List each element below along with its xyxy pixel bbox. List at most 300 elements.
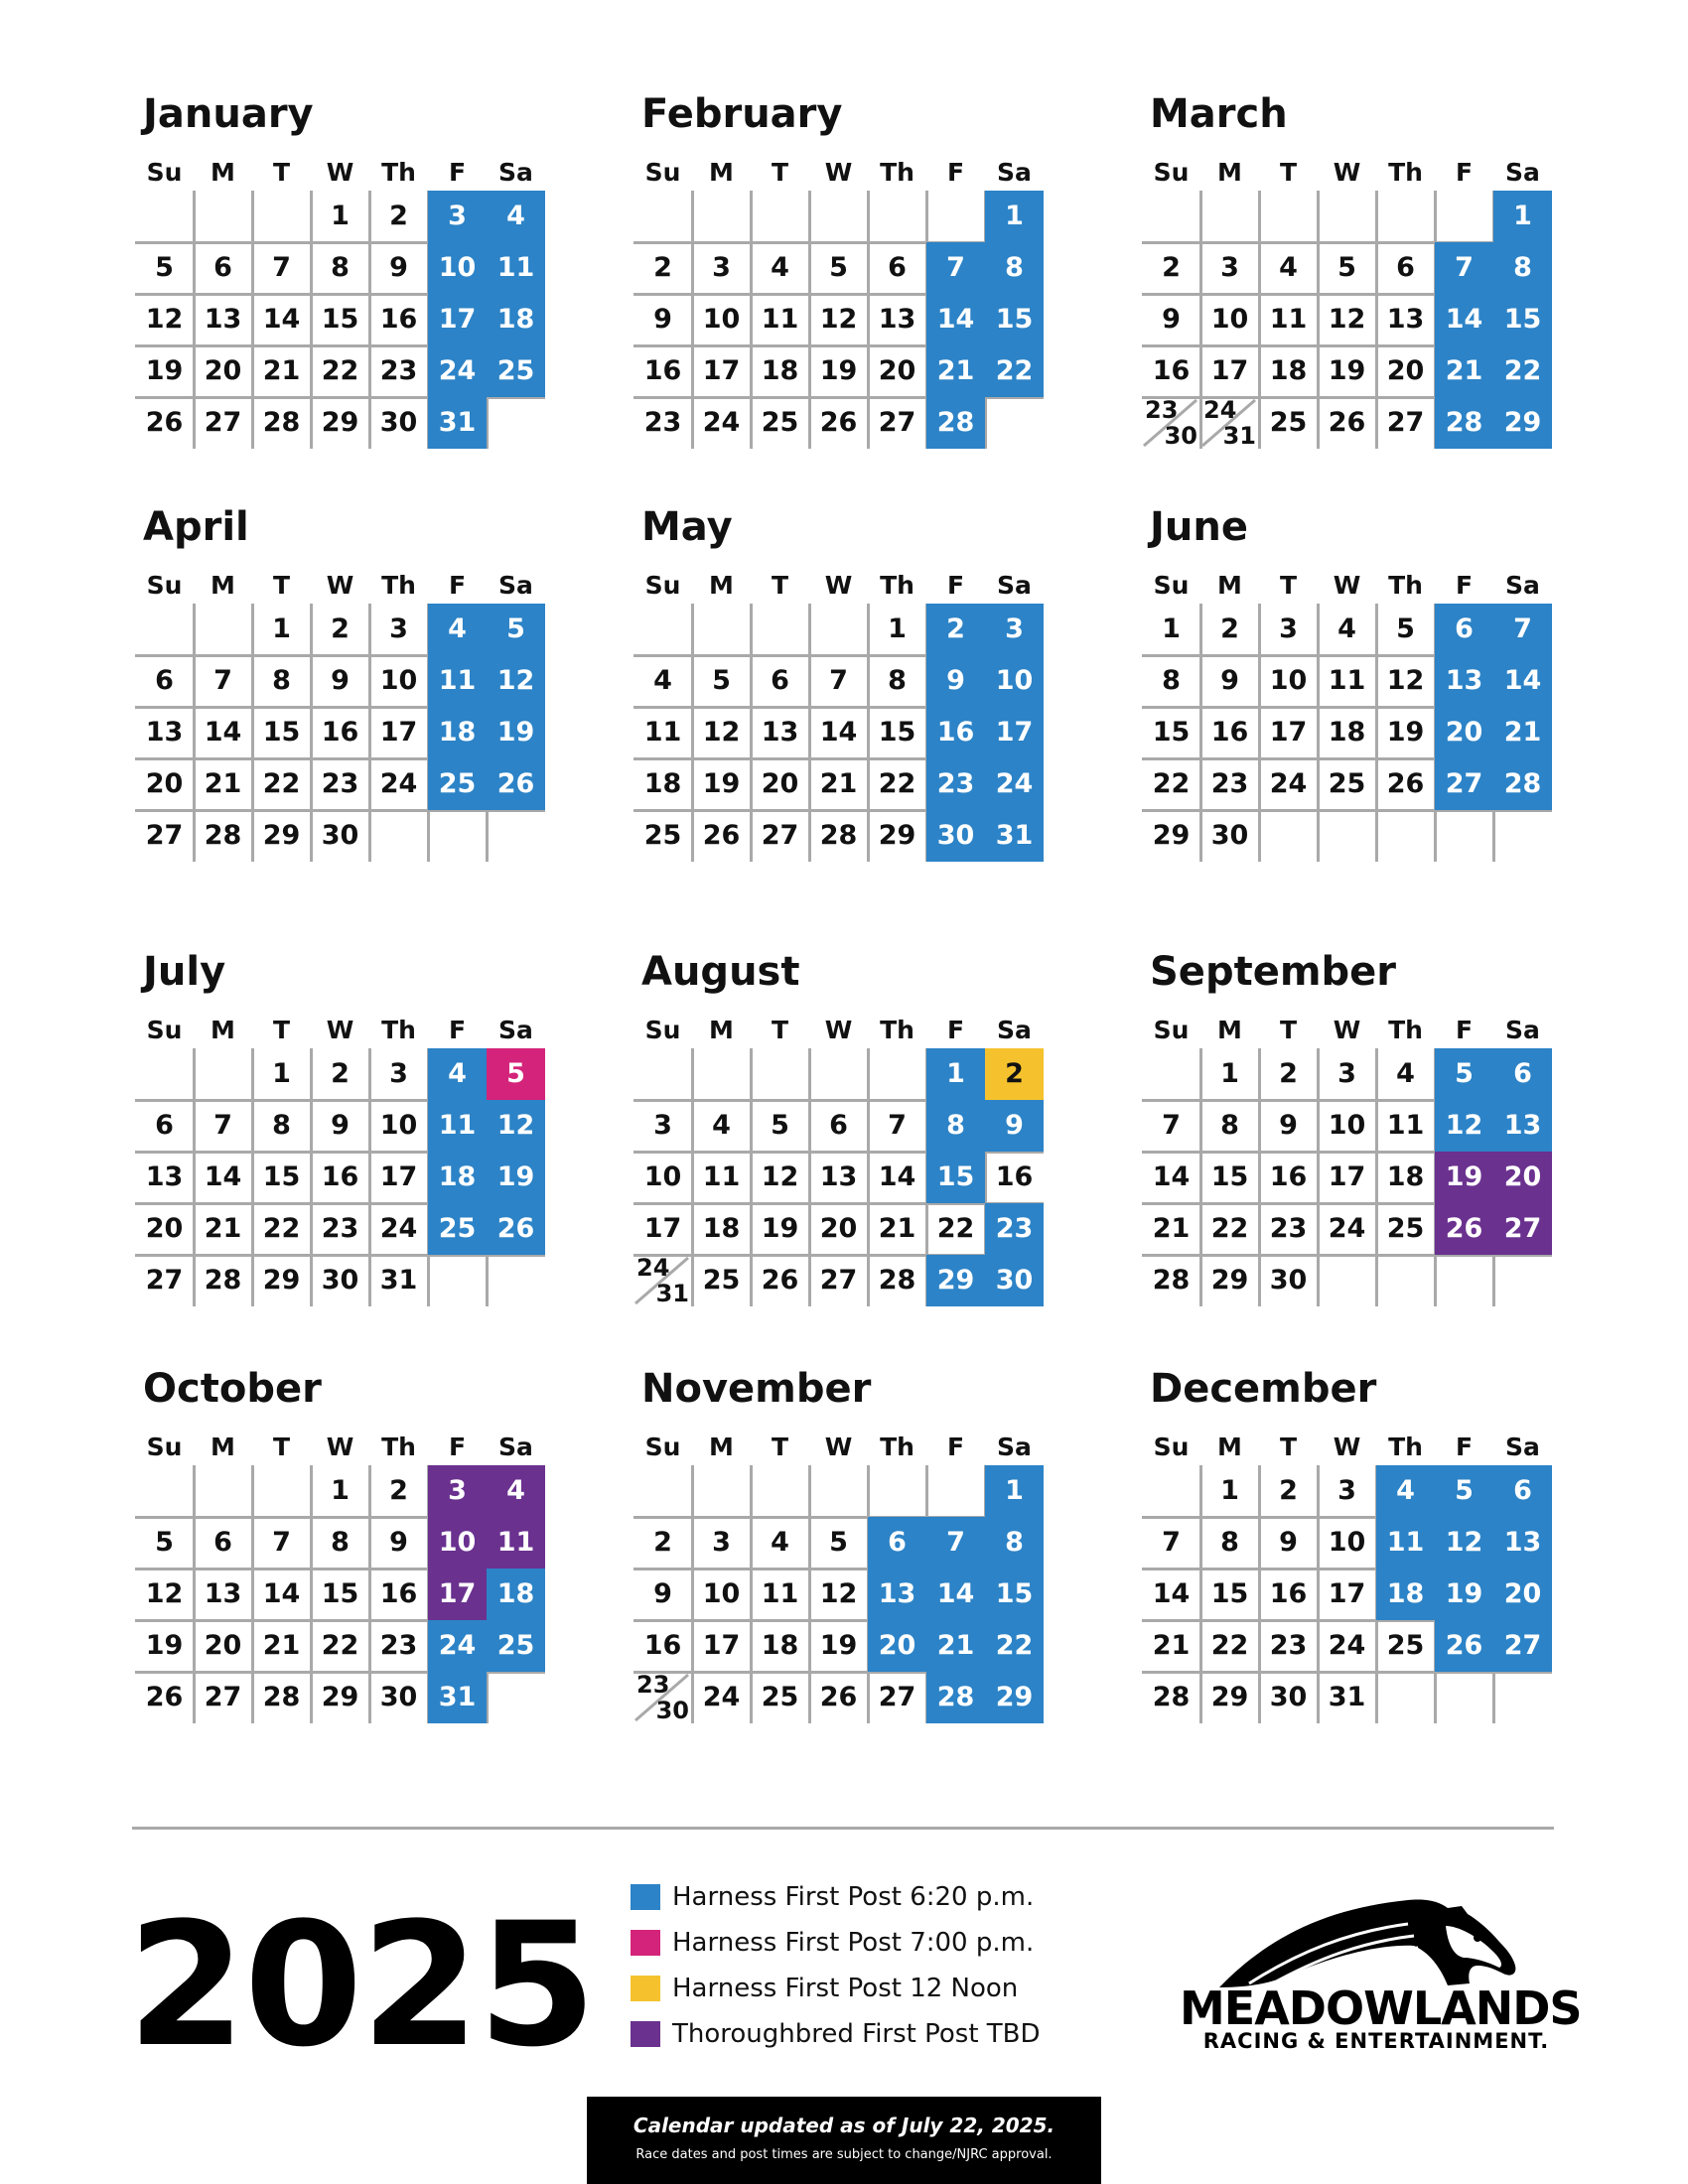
day-cell: 26 bbox=[819, 1682, 858, 1712]
day-cell: 30 bbox=[379, 1682, 418, 1712]
day-cell: 13 bbox=[868, 1569, 926, 1620]
day-cell: 8 bbox=[272, 665, 291, 696]
day-cell: 29 bbox=[1210, 1265, 1249, 1296]
day-cell: 4 bbox=[712, 1110, 731, 1141]
day-cell: 7 bbox=[1162, 1110, 1181, 1141]
weekday-label: T bbox=[1279, 158, 1298, 187]
month-title: May bbox=[641, 504, 733, 550]
weekday-header bbox=[135, 1432, 552, 1463]
day-cell: 26 bbox=[1435, 1203, 1493, 1255]
day-cell: 12 bbox=[819, 1578, 858, 1609]
day-cell: 17 bbox=[1269, 717, 1308, 748]
day-cell: 29 bbox=[926, 1255, 985, 1306]
legend-label: Harness First Post 6:20 p.m. bbox=[672, 1882, 1035, 1912]
day-cell: 27 bbox=[1493, 1203, 1552, 1255]
day-cell: 14 bbox=[926, 294, 985, 345]
day-cell: 19 bbox=[761, 1213, 799, 1244]
day-cell: 19 bbox=[145, 355, 184, 386]
day-cell: 10 bbox=[379, 1110, 418, 1141]
month-title: October bbox=[143, 1366, 322, 1412]
day-cell: 26 bbox=[487, 758, 545, 810]
day-cell: 30 bbox=[1210, 820, 1249, 851]
day-cell: 17 bbox=[428, 294, 487, 345]
weekday-label: Th bbox=[880, 1433, 914, 1461]
day-cell: 24 bbox=[1328, 1630, 1366, 1661]
day-cell: 14 bbox=[1435, 294, 1493, 345]
day-cell: 26 bbox=[761, 1265, 799, 1296]
day-cell: 25 bbox=[428, 1203, 487, 1255]
day-cell: 8 bbox=[926, 1100, 985, 1152]
day-cell: 10 bbox=[1328, 1527, 1366, 1558]
day-cell: 23 bbox=[1210, 768, 1249, 799]
day-cell: 20 bbox=[1493, 1152, 1552, 1203]
day-cell: 26 bbox=[487, 1203, 545, 1255]
day-cell: 10 bbox=[428, 242, 487, 294]
day-cell: 4 bbox=[487, 191, 545, 242]
day-cell: 22 bbox=[321, 1630, 359, 1661]
day-cell bbox=[1200, 397, 1259, 449]
day-cell: 14 bbox=[819, 717, 858, 748]
day-cell bbox=[633, 1255, 692, 1306]
legend-swatch-purple bbox=[631, 2021, 660, 2047]
day-cell: 31 bbox=[379, 1265, 418, 1296]
legend-label: Harness First Post 12 Noon bbox=[672, 1974, 1019, 2003]
weekday-label: T bbox=[771, 1016, 789, 1044]
grid-line bbox=[1258, 191, 1261, 242]
day-cell: 18 bbox=[643, 768, 682, 799]
grid-line bbox=[691, 1048, 694, 1100]
legend-label: Harness First Post 7:00 p.m. bbox=[672, 1928, 1035, 1958]
day-cell: 31 bbox=[985, 810, 1044, 862]
grid-line bbox=[867, 191, 870, 242]
day-cell: 27 bbox=[1493, 1620, 1552, 1672]
day-cell: 9 bbox=[1220, 665, 1239, 696]
day-cell: 25 bbox=[761, 407, 799, 438]
footer-banner bbox=[587, 2097, 1101, 2184]
weekday-label: Sa bbox=[997, 1016, 1032, 1044]
weekday-header bbox=[1142, 570, 1559, 602]
grid-line bbox=[193, 604, 196, 655]
day-number: 30 bbox=[1164, 422, 1197, 450]
day-cell: 5 bbox=[712, 665, 731, 696]
day-cell: 15 bbox=[1210, 1578, 1249, 1609]
legend-swatch-yellow bbox=[631, 1976, 660, 2001]
weekday-label: Su bbox=[146, 158, 183, 187]
day-cell: 7 bbox=[272, 252, 291, 283]
weekday-label: Su bbox=[146, 571, 183, 600]
day-cell: 5 bbox=[829, 252, 848, 283]
day-cell: 27 bbox=[204, 1682, 242, 1712]
day-cell: 9 bbox=[653, 304, 672, 335]
day-cell: 15 bbox=[1210, 1161, 1249, 1192]
weekday-label: Sa bbox=[997, 158, 1032, 187]
day-cell: 8 bbox=[331, 252, 350, 283]
day-cell: 27 bbox=[1386, 407, 1425, 438]
day-cell: 19 bbox=[702, 768, 741, 799]
day-cell: 13 bbox=[819, 1161, 858, 1192]
day-cell: 30 bbox=[321, 820, 359, 851]
day-cell: 11 bbox=[487, 242, 545, 294]
weekday-label: W bbox=[824, 158, 853, 187]
day-cell: 19 bbox=[1435, 1152, 1493, 1203]
day-cell: 25 bbox=[487, 1620, 545, 1672]
day-cell: 3 bbox=[1337, 1058, 1356, 1089]
day-cell: 18 bbox=[1328, 717, 1366, 748]
day-cell: 9 bbox=[1279, 1110, 1298, 1141]
day-cell: 28 bbox=[1435, 397, 1493, 449]
day-cell: 26 bbox=[145, 1682, 184, 1712]
day-cell: 3 bbox=[428, 191, 487, 242]
day-cell: 20 bbox=[145, 768, 184, 799]
day-cell: 27 bbox=[878, 407, 916, 438]
day-cell: 29 bbox=[1493, 397, 1552, 449]
day-number: 24 bbox=[636, 1254, 670, 1282]
grid-line bbox=[1492, 1672, 1495, 1723]
day-cell: 10 bbox=[428, 1517, 487, 1569]
weekday-header bbox=[633, 1432, 1051, 1463]
day-cell: 2 bbox=[926, 604, 985, 655]
day-cell: 7 bbox=[213, 665, 232, 696]
weekday-label: F bbox=[946, 1433, 965, 1461]
month-grid bbox=[633, 604, 1051, 862]
day-cell: 9 bbox=[389, 1527, 408, 1558]
weekday-label: M bbox=[709, 1433, 734, 1461]
day-cell: 8 bbox=[985, 1517, 1044, 1569]
day-cell: 18 bbox=[428, 707, 487, 758]
day-cell: 21 bbox=[262, 355, 301, 386]
day-cell: 19 bbox=[819, 1630, 858, 1661]
grid-line bbox=[808, 191, 811, 242]
weekday-label: M bbox=[211, 158, 235, 187]
grid-line bbox=[750, 1048, 753, 1100]
day-cell bbox=[633, 1672, 692, 1723]
day-cell: 24 bbox=[702, 407, 741, 438]
day-cell: 28 bbox=[262, 407, 301, 438]
weekday-label: M bbox=[1217, 571, 1242, 600]
day-cell: 20 bbox=[1493, 1569, 1552, 1620]
day-cell: 23 bbox=[1269, 1213, 1308, 1244]
day-cell: 19 bbox=[1328, 355, 1366, 386]
day-cell: 10 bbox=[643, 1161, 682, 1192]
day-cell: 22 bbox=[1210, 1213, 1249, 1244]
weekday-label: F bbox=[946, 158, 965, 187]
grid-line bbox=[1375, 1255, 1378, 1306]
day-cell: 24 bbox=[379, 1213, 418, 1244]
weekday-label: Sa bbox=[1505, 1433, 1540, 1461]
day-cell: 5 bbox=[1396, 614, 1415, 644]
day-cell: 30 bbox=[321, 1265, 359, 1296]
day-cell: 12 bbox=[145, 304, 184, 335]
day-cell: 6 bbox=[771, 665, 789, 696]
day-cell: 28 bbox=[1152, 1265, 1191, 1296]
day-cell: 15 bbox=[1152, 717, 1191, 748]
day-cell: 22 bbox=[262, 768, 301, 799]
day-cell: 24 bbox=[428, 345, 487, 397]
day-cell: 9 bbox=[389, 252, 408, 283]
day-cell: 13 bbox=[145, 717, 184, 748]
day-cell: 8 bbox=[272, 1110, 291, 1141]
day-cell: 17 bbox=[643, 1213, 682, 1244]
weekday-header bbox=[633, 570, 1051, 602]
day-cell: 6 bbox=[829, 1110, 848, 1141]
weekday-label: Sa bbox=[997, 571, 1032, 600]
day-cell: 13 bbox=[1493, 1100, 1552, 1152]
day-cell: 19 bbox=[145, 1630, 184, 1661]
day-cell: 5 bbox=[487, 604, 545, 655]
day-cell: 21 bbox=[1152, 1630, 1191, 1661]
grid-line bbox=[925, 1465, 928, 1517]
weekday-header bbox=[1142, 1015, 1559, 1046]
weekday-label: F bbox=[946, 571, 965, 600]
weekday-label: W bbox=[1333, 571, 1361, 600]
day-cell: 7 bbox=[926, 242, 985, 294]
day-cell: 29 bbox=[262, 1265, 301, 1296]
day-cell: 1 bbox=[888, 614, 907, 644]
grid-line bbox=[750, 604, 753, 655]
day-cell: 20 bbox=[761, 768, 799, 799]
weekday-label: Su bbox=[644, 571, 681, 600]
day-cell: 3 bbox=[653, 1110, 672, 1141]
day-cell: 16 bbox=[995, 1161, 1034, 1192]
day-cell: 3 bbox=[1220, 252, 1239, 283]
day-cell: 8 bbox=[985, 242, 1044, 294]
weekday-label: T bbox=[1279, 1016, 1298, 1044]
day-cell: 1 bbox=[1162, 614, 1181, 644]
weekday-label: Sa bbox=[498, 571, 533, 600]
day-cell: 26 bbox=[1328, 407, 1366, 438]
day-cell: 4 bbox=[1337, 614, 1356, 644]
day-cell: 13 bbox=[145, 1161, 184, 1192]
weekday-label: Th bbox=[1388, 1016, 1423, 1044]
day-cell: 15 bbox=[321, 304, 359, 335]
day-cell: 13 bbox=[1386, 304, 1425, 335]
grid-line bbox=[808, 604, 811, 655]
weekday-header bbox=[633, 157, 1051, 189]
weekday-label: W bbox=[326, 1016, 354, 1044]
day-cell: 11 bbox=[1386, 1110, 1425, 1141]
grid-line bbox=[251, 191, 254, 242]
grid-line bbox=[750, 191, 753, 242]
day-cell: 4 bbox=[428, 604, 487, 655]
month-grid bbox=[135, 1048, 552, 1306]
weekday-label: Sa bbox=[498, 1016, 533, 1044]
day-cell: 2 bbox=[331, 614, 350, 644]
weekday-header bbox=[135, 157, 552, 189]
weekday-label: F bbox=[1455, 158, 1474, 187]
day-cell: 12 bbox=[145, 1578, 184, 1609]
day-cell: 6 bbox=[1493, 1048, 1552, 1100]
day-cell: 9 bbox=[331, 1110, 350, 1141]
weekday-label: W bbox=[326, 1433, 354, 1461]
weekday-label: Th bbox=[1388, 1433, 1423, 1461]
day-cell: 29 bbox=[262, 820, 301, 851]
day-cell: 23 bbox=[379, 1630, 418, 1661]
weekday-label: Su bbox=[1153, 158, 1190, 187]
grid-line bbox=[867, 1465, 870, 1517]
day-cell: 6 bbox=[155, 665, 174, 696]
day-cell: 2 bbox=[653, 1527, 672, 1558]
month-grid bbox=[1142, 604, 1559, 862]
day-cell: 31 bbox=[1328, 1682, 1366, 1712]
weekday-header bbox=[633, 1015, 1051, 1046]
day-cell: 10 bbox=[702, 304, 741, 335]
day-cell: 16 bbox=[643, 355, 682, 386]
day-cell: 16 bbox=[1269, 1578, 1308, 1609]
day-cell: 2 bbox=[1279, 1475, 1298, 1506]
weekday-label: Su bbox=[146, 1016, 183, 1044]
day-cell: 9 bbox=[985, 1100, 1044, 1152]
day-cell: 18 bbox=[1386, 1161, 1425, 1192]
day-cell: 21 bbox=[819, 768, 858, 799]
day-cell: 3 bbox=[985, 604, 1044, 655]
weekday-label: Su bbox=[644, 1016, 681, 1044]
day-cell: 18 bbox=[428, 1152, 487, 1203]
weekday-label: M bbox=[709, 571, 734, 600]
weekday-label: T bbox=[272, 1433, 291, 1461]
day-number: 23 bbox=[1145, 396, 1179, 424]
grid-line bbox=[750, 1465, 753, 1517]
weekday-label: Su bbox=[644, 158, 681, 187]
month-title: June bbox=[1150, 504, 1248, 550]
day-cell: 27 bbox=[878, 1682, 916, 1712]
month-grid bbox=[135, 191, 552, 449]
grid-line bbox=[867, 1048, 870, 1100]
day-cell: 7 bbox=[888, 1110, 907, 1141]
weekday-label: M bbox=[211, 1433, 235, 1461]
month-grid bbox=[633, 191, 1051, 449]
day-cell: 15 bbox=[878, 717, 916, 748]
weekday-label: F bbox=[448, 1016, 467, 1044]
day-cell: 17 bbox=[1328, 1161, 1366, 1192]
weekday-label: T bbox=[771, 158, 789, 187]
day-cell: 31 bbox=[428, 397, 487, 449]
divider bbox=[132, 1827, 1554, 1830]
day-cell: 7 bbox=[213, 1110, 232, 1141]
day-cell: 3 bbox=[1279, 614, 1298, 644]
day-cell: 21 bbox=[262, 1630, 301, 1661]
legend-swatch-blue bbox=[631, 1884, 660, 1910]
day-cell: 4 bbox=[1279, 252, 1298, 283]
footer-note: Race dates and post times are subject to change/NJRC approval. bbox=[635, 2147, 1053, 2162]
day-cell: 14 bbox=[204, 1161, 242, 1192]
day-cell: 19 bbox=[487, 707, 545, 758]
day-cell: 13 bbox=[204, 1578, 242, 1609]
day-cell: 23 bbox=[321, 1213, 359, 1244]
day-cell: 20 bbox=[204, 1630, 242, 1661]
day-cell: 3 bbox=[712, 1527, 731, 1558]
day-cell: 1 bbox=[331, 1475, 350, 1506]
day-cell: 2 bbox=[985, 1048, 1044, 1100]
day-cell: 3 bbox=[712, 252, 731, 283]
weekday-label: W bbox=[1333, 158, 1361, 187]
grid-line bbox=[193, 191, 196, 242]
day-cell: 22 bbox=[936, 1213, 975, 1244]
day-cell: 7 bbox=[1162, 1527, 1181, 1558]
weekday-label: T bbox=[272, 1016, 291, 1044]
grid-line bbox=[1492, 810, 1495, 862]
day-cell: 4 bbox=[771, 252, 789, 283]
day-cell: 10 bbox=[702, 1578, 741, 1609]
month-title: September bbox=[1150, 949, 1396, 995]
day-cell: 5 bbox=[829, 1527, 848, 1558]
day-cell: 7 bbox=[926, 1517, 985, 1569]
day-cell: 8 bbox=[1220, 1110, 1239, 1141]
day-cell: 3 bbox=[428, 1465, 487, 1517]
day-cell: 20 bbox=[1386, 355, 1425, 386]
weekday-label: M bbox=[211, 571, 235, 600]
grid-line bbox=[1317, 810, 1320, 862]
day-cell: 19 bbox=[1435, 1569, 1493, 1620]
day-cell: 24 bbox=[379, 768, 418, 799]
logo-tagline: RACING & ENTERTAINMENT. bbox=[1202, 2029, 1550, 2053]
month-title: December bbox=[1150, 1366, 1377, 1412]
day-cell: 10 bbox=[379, 665, 418, 696]
day-cell bbox=[1142, 397, 1200, 449]
weekday-header bbox=[135, 1015, 552, 1046]
year-label: 2025 bbox=[127, 1885, 595, 2085]
day-cell: 25 bbox=[1269, 407, 1308, 438]
month-title: August bbox=[641, 949, 800, 995]
day-cell: 5 bbox=[771, 1110, 789, 1141]
day-cell: 30 bbox=[379, 407, 418, 438]
day-cell: 12 bbox=[819, 304, 858, 335]
day-cell: 7 bbox=[1435, 242, 1493, 294]
day-cell: 10 bbox=[1328, 1110, 1366, 1141]
grid-line bbox=[193, 1465, 196, 1517]
day-cell: 22 bbox=[321, 355, 359, 386]
grid-line bbox=[925, 191, 928, 242]
grid-line bbox=[1434, 810, 1437, 862]
day-cell: 28 bbox=[1152, 1682, 1191, 1712]
day-cell: 4 bbox=[428, 1048, 487, 1100]
day-cell: 22 bbox=[262, 1213, 301, 1244]
weekday-label: Th bbox=[1388, 158, 1423, 187]
grid-line bbox=[1317, 191, 1320, 242]
day-cell: 13 bbox=[1493, 1517, 1552, 1569]
day-cell: 28 bbox=[204, 1265, 242, 1296]
day-cell: 20 bbox=[819, 1213, 858, 1244]
day-cell: 10 bbox=[985, 655, 1044, 707]
day-cell: 12 bbox=[1386, 665, 1425, 696]
day-cell: 16 bbox=[379, 1578, 418, 1609]
weekday-label: T bbox=[771, 1433, 789, 1461]
day-cell: 12 bbox=[761, 1161, 799, 1192]
day-cell: 23 bbox=[321, 768, 359, 799]
day-cell: 7 bbox=[1493, 604, 1552, 655]
day-cell: 25 bbox=[1386, 1213, 1425, 1244]
day-cell: 9 bbox=[926, 655, 985, 707]
day-cell: 1 bbox=[1493, 191, 1552, 242]
grid-line bbox=[691, 1465, 694, 1517]
weekday-label: Th bbox=[381, 1433, 416, 1461]
weekday-label: Th bbox=[381, 158, 416, 187]
day-cell: 4 bbox=[487, 1465, 545, 1517]
day-cell: 24 bbox=[985, 758, 1044, 810]
month-grid bbox=[135, 1465, 552, 1723]
day-number: 30 bbox=[655, 1697, 689, 1724]
day-cell: 28 bbox=[819, 820, 858, 851]
day-cell: 20 bbox=[204, 355, 242, 386]
day-cell: 27 bbox=[145, 1265, 184, 1296]
day-cell: 8 bbox=[1493, 242, 1552, 294]
day-cell: 25 bbox=[761, 1682, 799, 1712]
day-cell: 16 bbox=[1269, 1161, 1308, 1192]
day-cell: 25 bbox=[428, 758, 487, 810]
day-cell: 17 bbox=[428, 1569, 487, 1620]
weekday-label: M bbox=[211, 1016, 235, 1044]
month-grid bbox=[1142, 191, 1559, 449]
day-cell: 18 bbox=[761, 355, 799, 386]
